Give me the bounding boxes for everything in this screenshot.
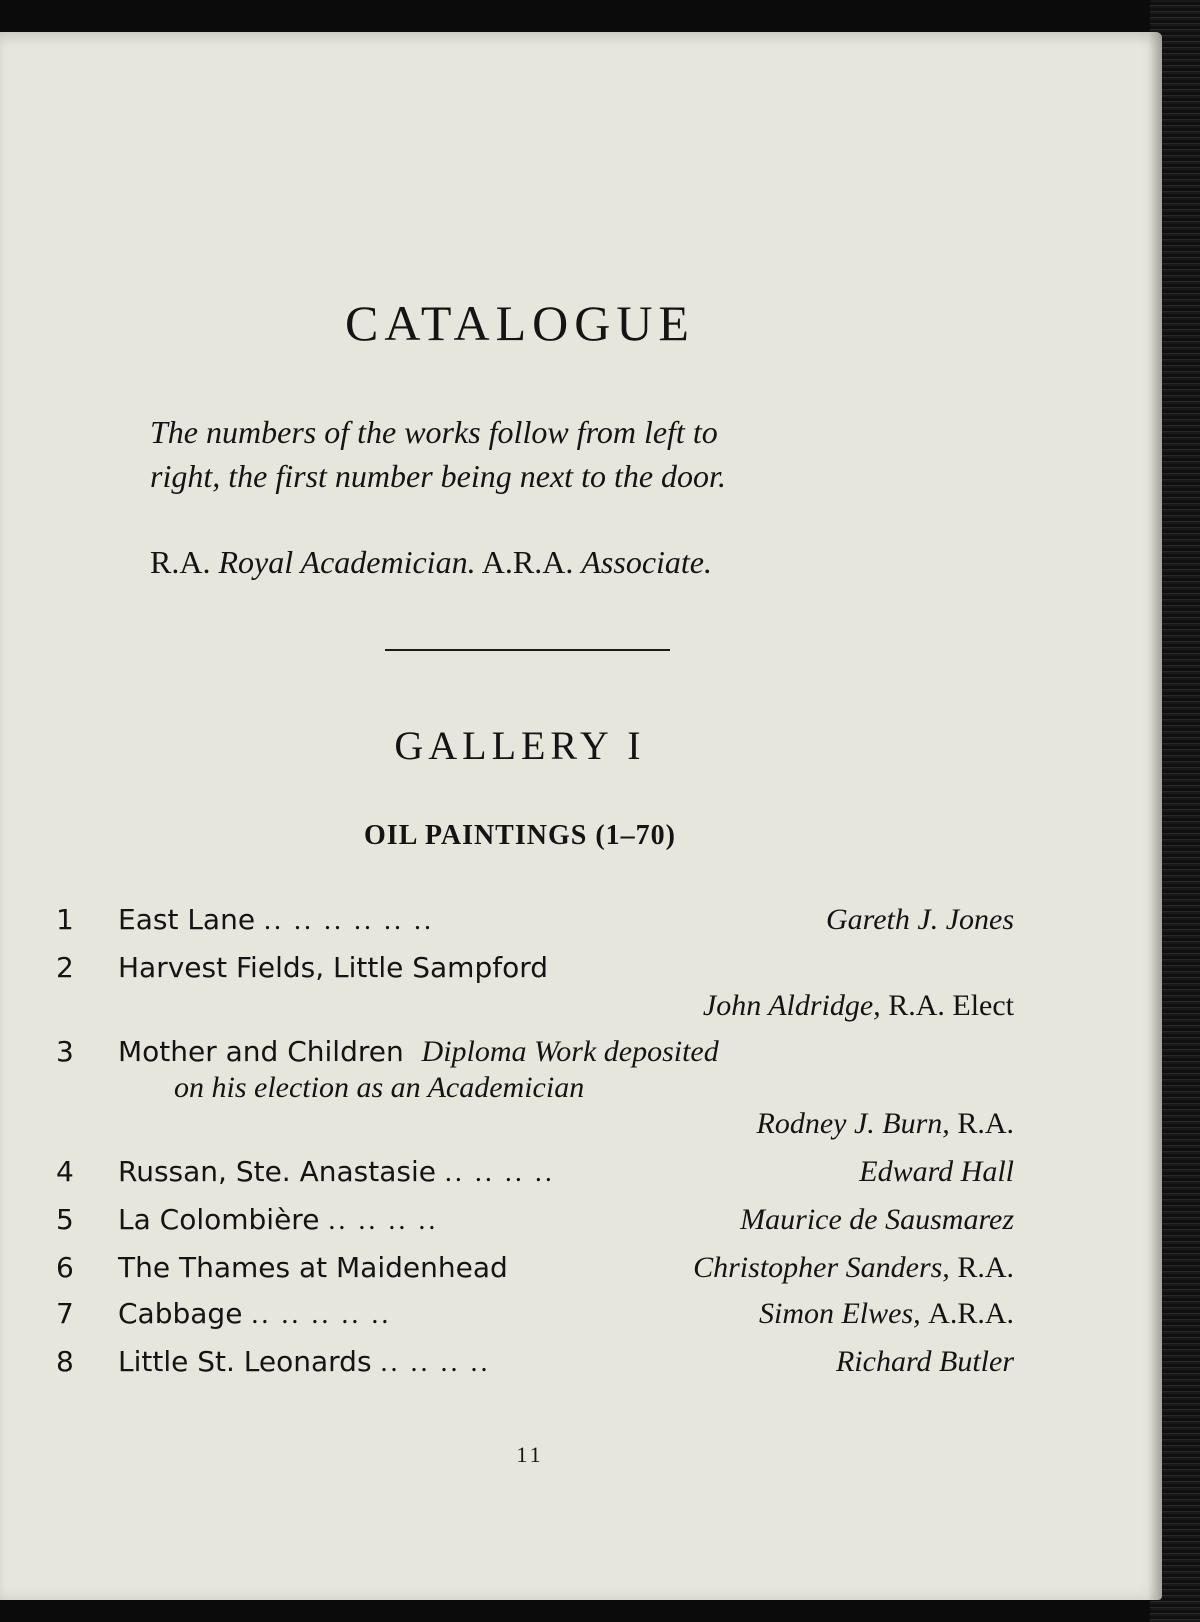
- entry-number: 6: [56, 1251, 74, 1284]
- catalogue-heading: CATALOGUE: [345, 295, 695, 351]
- entry-artist-title: R.A. Elect: [888, 989, 1014, 1022]
- abbrev-ra-meaning: Royal Academician.: [218, 544, 476, 580]
- gallery-title: GALLERY I: [394, 723, 646, 768]
- entry-title-text: La Colombière: [118, 1203, 320, 1236]
- entry-number: 1: [56, 903, 74, 936]
- entry-title: [118, 900, 434, 941]
- section-divider: [385, 649, 670, 651]
- entry-artist-title: R.A.: [957, 1251, 1014, 1284]
- section-title: OIL PAINTINGS (1–70): [364, 820, 676, 851]
- entry-title: [118, 1032, 719, 1072]
- page-edge-shadow: [1148, 32, 1162, 1600]
- abbreviation-key: [150, 540, 930, 584]
- entry-description-cont: on his election as an Academician: [174, 1071, 585, 1104]
- leader-dots: .. .. .. ..: [328, 1205, 439, 1236]
- entry-artist-name: Simon Elwes,: [758, 1297, 921, 1330]
- entry-title: [118, 1342, 490, 1383]
- entry-artist: Maurice de Sausmarez: [740, 1203, 1014, 1236]
- entry-artist-name: Rodney J. Burn,: [756, 1107, 950, 1140]
- entry-title: [118, 1294, 391, 1335]
- entry-number: 5: [56, 1203, 74, 1236]
- entry-artist-title: R.A.: [957, 1107, 1014, 1140]
- abbrev-ra: R.A.: [150, 544, 211, 580]
- entry-title-text: Mother and Children: [118, 1035, 404, 1068]
- entry-title-text: East Lane: [118, 903, 256, 936]
- numbering-note: [150, 410, 930, 498]
- entry-title-text: Cabbage: [118, 1297, 243, 1330]
- entry-artist: Gareth J. Jones: [826, 903, 1014, 936]
- entry-artist-name: Christopher Sanders,: [693, 1251, 950, 1284]
- entry-title: The Thames at Maidenhead: [118, 1251, 508, 1284]
- entry-artist: [759, 1294, 1014, 1334]
- entry-artist: [693, 1248, 1014, 1288]
- entry-number: 4: [56, 1155, 74, 1188]
- note-line-1: The numbers of the works follow from left to: [150, 414, 718, 450]
- catalogue-page: [0, 32, 1162, 1600]
- entry-number: 7: [56, 1297, 74, 1330]
- entry-title-text: Little St. Leonards: [118, 1345, 372, 1378]
- abbrev-ara: A.R.A.: [481, 544, 574, 580]
- leader-dots: .. .. .. .. ..: [251, 1299, 392, 1330]
- note-line-2: right, the first number being next to the door.: [150, 458, 726, 494]
- entry-number: 8: [56, 1345, 74, 1378]
- entry-artist: Richard Butler: [835, 1345, 1014, 1378]
- leader-dots: .. .. .. ..: [444, 1157, 555, 1188]
- entry-artist-name: John Aldridge,: [702, 989, 881, 1022]
- entry-title: [118, 1152, 555, 1193]
- entry-description: Diploma Work deposited: [421, 1035, 719, 1068]
- entry-artist-title: A.R.A.: [928, 1297, 1014, 1330]
- leader-dots: .. .. .. .. .. ..: [263, 905, 434, 936]
- entry-artist: [757, 1104, 1014, 1144]
- abbrev-ara-meaning: Associate.: [581, 544, 712, 580]
- entry-title: Harvest Fields, Little Sampford: [118, 951, 549, 984]
- entry-artist: [703, 986, 1014, 1026]
- page-number: 11: [516, 1442, 544, 1467]
- leader-dots: .. .. .. ..: [380, 1347, 491, 1378]
- entry-title-text: Russan, Ste. Anastasie: [118, 1155, 436, 1188]
- entry-number: 2: [56, 951, 74, 984]
- entry-title: [118, 1200, 438, 1241]
- entry-artist: Edward Hall: [859, 1155, 1014, 1188]
- entry-number: 3: [56, 1035, 74, 1068]
